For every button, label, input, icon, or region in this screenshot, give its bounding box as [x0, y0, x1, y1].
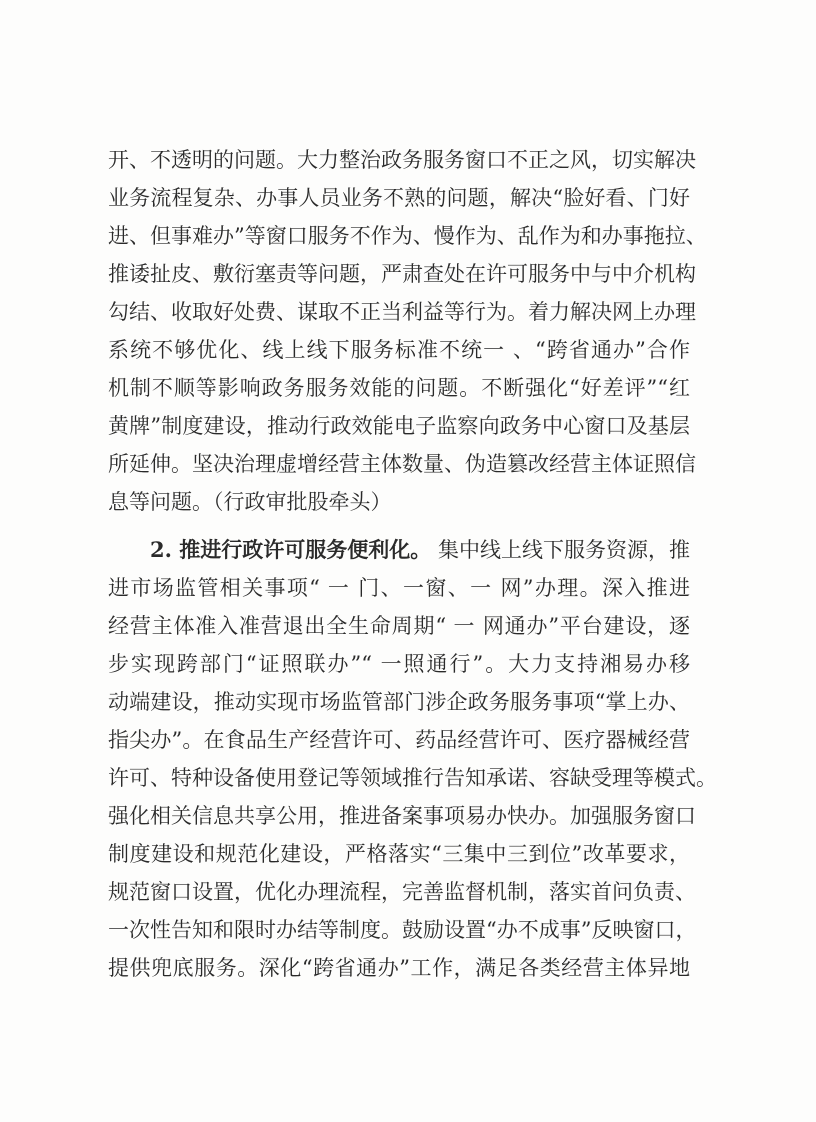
- text-line: 制度建设和规范化建设，严格落实“三集中三到位”改革要求，: [108, 842, 690, 866]
- text-line: 黄牌”制度建设，推动行政效能电子监察向政务中心窗口及基层: [108, 414, 690, 438]
- section-title: 2. 推进行政许可服务便利化。: [150, 537, 432, 562]
- section-heading-line: [150, 532, 690, 568]
- text-line: 业务流程复杂、办事人员业务不熟的问题，解决“脸好看、门好: [108, 186, 690, 210]
- text-line: 许可、特种设备使用登记等领域推行告知承诺、容缺受理等模式。: [108, 766, 717, 790]
- text-line: 系统不够优化、线上线下服务标准不统一 、“跨省通办”合作: [108, 338, 690, 362]
- text-line: 勾结、收取好处费、谋取不正当利益等行为。着力解决网上办理: [108, 300, 696, 324]
- text-line: 步实现跨部门“证照联办”“ 一照通行”。大力支持湘易办移: [108, 652, 690, 676]
- text-line: 一次性告知和限时办结等制度。鼓励设置“办不成事”反映窗口，: [108, 918, 697, 942]
- text-line: 经营主体准入准营退出全生命周期“ 一 网通办”平台建设，逐: [108, 614, 690, 638]
- text-line: 进市场监管相关事项“ 一 门、一窗、一 网”办理。深入推进: [108, 576, 690, 600]
- text-line: 推诿扯皮、敷衍塞责等问题，严肃查处在许可服务中与中介机构: [108, 262, 696, 286]
- text-line: 息等问题。（行政审批股牵头）: [108, 490, 392, 514]
- text-line: 开、不透明的问题。大力整治政务服务窗口不正之风，切实解决: [108, 148, 696, 172]
- text-line: 进、但事难办”等窗口服务不作为、慢作为、乱作为和办事拖拉、: [108, 224, 707, 248]
- text-line: 指尖办”。在食品生产经营许可、药品经营许可、医疗器械经营: [108, 728, 690, 752]
- text-line: 动端建设，推动实现市场监管部门涉企政务服务事项“掌上办、: [108, 690, 690, 714]
- section-title-rest: 集中线上线下服务资源，推: [437, 538, 691, 562]
- text-line: 所延伸。坚决治理虚增经营主体数量、伪造篡改经营主体证照信: [108, 452, 696, 476]
- text-line: 机制不顺等影响政务服务效能的问题。不断强化“好差评”“红: [108, 376, 690, 400]
- text-line: 规范窗口设置，优化办理流程，完善监督机制，落实首问负责、: [108, 880, 696, 904]
- text-line: 提供兜底服务。深化“跨省通办”工作，满足各类经营主体异地: [108, 956, 690, 980]
- text-line: 强化相关信息共享公用，推进备案事项易办快办。加强服务窗口: [108, 804, 696, 828]
